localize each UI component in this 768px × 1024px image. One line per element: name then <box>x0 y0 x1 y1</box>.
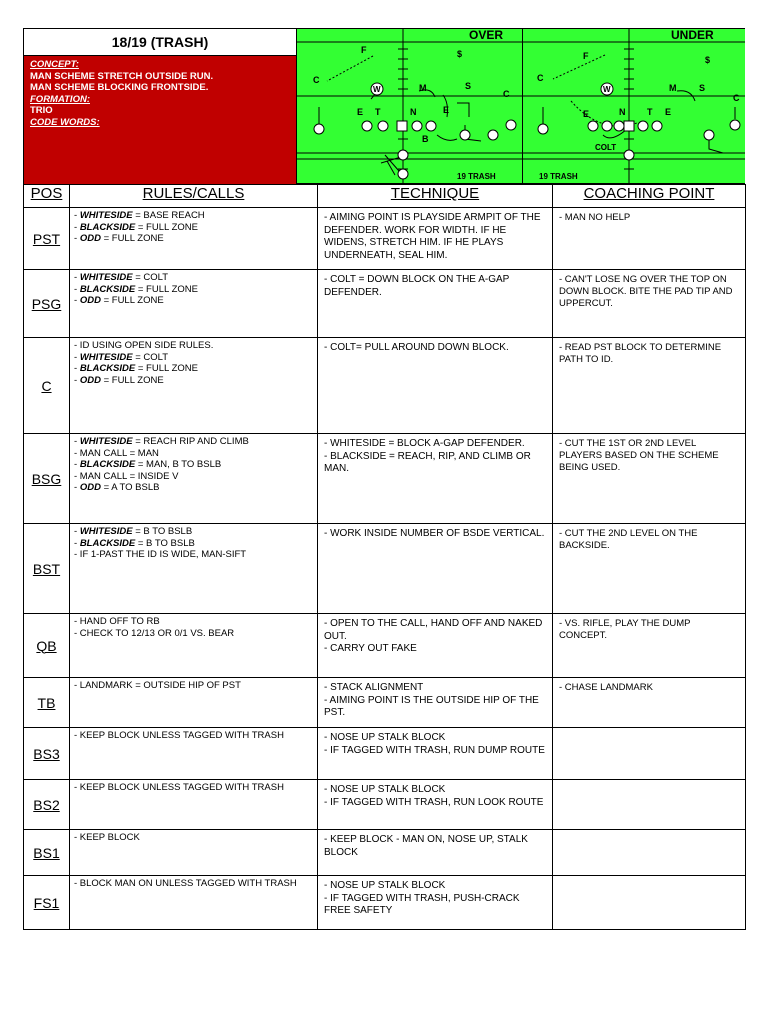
coaching-cell <box>553 338 746 434</box>
rules-cell <box>70 270 318 338</box>
rule-line: - BLACKSIDE = FULL ZONE <box>74 363 198 374</box>
rule-line: - KEEP BLOCK UNLESS TAGGED WITH TRASH <box>74 730 284 741</box>
rule-line: - CHECK TO 12/13 OR 0/1 VS. BEAR <box>74 627 235 639</box>
rule-line: - ODD = FULL ZONE <box>74 233 164 244</box>
technique-line: - BLACKSIDE = REACH, RIP, AND CLIMB OR MAN. <box>324 450 531 474</box>
rule-line: - IF 1-PAST THE ID IS WIDE, MAN-SIFT <box>74 549 247 560</box>
technique-line: - STACK ALIGNMENT <box>324 682 424 693</box>
table-row <box>24 434 746 524</box>
rules-cell <box>70 338 318 434</box>
diagram-label: T <box>647 107 653 117</box>
rules-cell <box>70 208 318 270</box>
diagram-label: COLT <box>595 143 617 152</box>
rule-line: - BLACKSIDE = FULL ZONE <box>74 221 198 233</box>
position-cell: BS2 <box>24 780 70 830</box>
rule-keyword: BLACKSIDE <box>79 537 136 549</box>
coaching-line: - CUT THE 1ST OR 2ND LEVEL PLAYERS BASED ON THE SCHEME BEING USED. <box>559 438 719 473</box>
diagram-label: E <box>583 109 590 119</box>
rules-cell <box>70 876 318 930</box>
table-row <box>24 830 746 876</box>
rules-cell <box>70 678 318 728</box>
diagram-label: N <box>619 107 626 117</box>
concept-label: CONCEPT: <box>30 59 79 70</box>
table-header-row <box>24 185 746 208</box>
coaching-cell <box>553 830 746 876</box>
technique-line: - NOSE UP STALK BLOCK <box>324 880 446 891</box>
diagram-under-play: 19 TRASH <box>539 172 578 181</box>
technique-line: - NOSE UP STALK BLOCK <box>324 732 446 743</box>
rule-line: - WHITESIDE = BASE REACH <box>74 210 205 221</box>
rule-line: - KEEP BLOCK UNLESS TAGGED WITH TRASH <box>74 782 284 793</box>
diagram-label: $ <box>705 55 711 65</box>
rule-keyword: BLACKSIDE <box>79 459 136 470</box>
technique-line: - WHITESIDE = BLOCK A-GAP DEFENDER. <box>324 438 525 449</box>
coaching-cell <box>553 614 746 678</box>
rule-line: - BLACKSIDE = FULL ZONE <box>74 283 198 295</box>
rule-keyword: WHITESIDE <box>79 526 133 537</box>
rule-keyword: WHITESIDE <box>79 210 133 221</box>
rule-line: - ID USING OPEN SIDE RULES. <box>74 340 214 351</box>
diagram-label: C <box>733 93 740 103</box>
rule-keyword: WHITESIDE <box>79 351 133 363</box>
diagram-over <box>296 29 523 183</box>
coaching-line: - CUT THE 2ND LEVEL ON THE BACKSIDE. <box>559 528 698 551</box>
formation-value: TRIO <box>30 105 53 116</box>
technique-line: - IF TAGGED WITH TRASH, RUN LOOK ROUTE <box>324 796 544 808</box>
diagram-label: $ <box>457 49 463 59</box>
rules-cell <box>70 780 318 830</box>
table-row <box>24 338 746 434</box>
coaching-cell <box>553 208 746 270</box>
technique-cell <box>318 728 553 780</box>
rule-line: - ODD = A TO BSLB <box>74 482 160 493</box>
rule-keyword: BLACKSIDE <box>79 221 136 233</box>
rule-line: - WHITESIDE = B TO BSLB <box>74 526 193 537</box>
rule-line: - LANDMARK = OUTSIDE HIP OF PST <box>74 680 241 691</box>
play-title: 18/19 (TRASH) <box>24 29 296 56</box>
technique-cell <box>318 434 553 524</box>
rule-keyword: BLACKSIDE <box>79 363 136 374</box>
diagram-label: C <box>313 75 320 85</box>
technique-line: - KEEP BLOCK - MAN ON, NOSE UP, STALK BLOCK <box>324 834 528 858</box>
formation-label: FORMATION: <box>30 93 90 105</box>
rule-line: - ODD = FULL ZONE <box>74 295 164 306</box>
diagram-under-title: UNDER <box>671 29 714 42</box>
diagram-label: E <box>357 107 364 117</box>
col-header-technique: TECHNIQUE <box>318 185 553 208</box>
diagram-label: S <box>465 81 472 91</box>
coaching-cell <box>553 780 746 830</box>
coaching-line: - MAN NO HELP <box>559 212 631 223</box>
diagram-label: F <box>583 51 589 61</box>
rule-line: - BLACKSIDE = B TO BSLB <box>74 537 195 549</box>
diagram-label: T <box>375 107 381 117</box>
coaching-line: - CAN'T LOSE NG OVER THE TOP ON DOWN BLOCK. BITE THE PAD TIP AND UPPERCUT. <box>559 274 733 309</box>
coaching-cell <box>553 524 746 614</box>
rules-cell <box>70 434 318 524</box>
technique-line: - NOSE UP STALK BLOCK <box>324 784 446 795</box>
technique-line: - COLT = DOWN BLOCK ON THE A-GAP DEFENDER. <box>324 274 510 298</box>
position-cell: PST <box>24 208 70 270</box>
rule-keyword: ODD <box>79 233 101 244</box>
technique-cell <box>318 338 553 434</box>
technique-line: - CARRY OUT FAKE <box>324 643 417 654</box>
rule-line: - MAN CALL = MAN <box>74 447 159 459</box>
table-row <box>24 614 746 678</box>
technique-cell <box>318 876 553 930</box>
position-cell: QB <box>24 614 70 678</box>
coaching-cell <box>553 678 746 728</box>
concept-line: MAN SCHEME BLOCKING FRONTSIDE. <box>30 82 209 93</box>
technique-line: - COLT= PULL AROUND DOWN BLOCK. <box>324 342 509 353</box>
rule-line: - ODD = FULL ZONE <box>74 374 164 386</box>
concept-line: MAN SCHEME STRETCH OUTSIDE RUN. <box>30 70 214 82</box>
table-row <box>24 728 746 780</box>
sheet-header <box>23 28 745 184</box>
position-cell: BS3 <box>24 728 70 780</box>
rule-keyword: ODD <box>79 295 101 306</box>
diagram-over-play: 19 TRASH <box>457 172 496 181</box>
technique-cell <box>318 270 553 338</box>
concept-box <box>24 56 296 184</box>
diagram-over-title: OVER <box>469 29 504 42</box>
diagram-label: W <box>603 85 611 94</box>
position-cell: BSG <box>24 434 70 524</box>
col-header-pos: POS <box>24 185 70 208</box>
rule-line: - WHITESIDE = COLT <box>74 272 169 283</box>
position-cell: TB <box>24 678 70 728</box>
col-header-rules: RULES/CALLS <box>70 185 318 208</box>
rules-cell <box>70 614 318 678</box>
position-cell: BS1 <box>24 830 70 876</box>
table-row <box>24 270 746 338</box>
technique-line: - AIMING POINT IS PLAYSIDE ARMPIT OF THE DEFENDER. WORK FOR WIDTH. IF HE WIDENS, STRETCH HIM. IF HE PLAYS UNDERNEATH, SEAL HIM. <box>324 212 541 261</box>
position-cell: FS1 <box>24 876 70 930</box>
coaching-cell <box>553 876 746 930</box>
rule-line: - HAND OFF TO RB <box>74 616 160 627</box>
table-row <box>24 780 746 830</box>
technique-line: - WORK INSIDE NUMBER OF BSDE VERTICAL. <box>324 528 545 539</box>
coaching-cell <box>553 270 746 338</box>
diagram-label: M <box>669 83 677 93</box>
position-cell: PSG <box>24 270 70 338</box>
table-row <box>24 208 746 270</box>
technique-cell <box>318 780 553 830</box>
rule-keyword: ODD <box>79 374 101 386</box>
table-row <box>24 524 746 614</box>
diagram-label: S <box>699 83 706 93</box>
diagram-under <box>522 29 745 183</box>
rule-keyword: ODD <box>79 482 101 493</box>
rules-cell <box>70 830 318 876</box>
rule-line: - MAN CALL = INSIDE V <box>74 470 179 482</box>
technique-line: - IF TAGGED WITH TRASH, RUN DUMP ROUTE <box>324 744 545 756</box>
technique-line: - AIMING POINT IS THE OUTSIDE HIP OF THE PST. <box>324 694 539 718</box>
coaching-line: - READ PST BLOCK TO DETERMINE PATH TO ID. <box>559 342 722 365</box>
technique-cell <box>318 830 553 876</box>
rule-keyword: BLACKSIDE <box>79 283 136 295</box>
position-cell: BST <box>24 524 70 614</box>
coaching-line: - CHASE LANDMARK <box>559 682 653 693</box>
rules-cell <box>70 524 318 614</box>
assignment-table <box>23 184 746 930</box>
technique-cell <box>318 614 553 678</box>
diagram-label: M <box>419 83 427 93</box>
diagram-label: C <box>503 89 510 99</box>
rules-cell <box>70 728 318 780</box>
table-row <box>24 876 746 930</box>
diagram-label: F <box>361 45 367 55</box>
diagram-label: W <box>373 85 381 94</box>
rule-line: - WHITESIDE = REACH RIP AND CLIMB <box>74 436 249 447</box>
technique-cell <box>318 524 553 614</box>
rule-keyword: WHITESIDE <box>79 436 133 447</box>
technique-line: - OPEN TO THE CALL, HAND OFF AND NAKED OUT. <box>324 618 543 642</box>
coaching-cell <box>553 434 746 524</box>
rule-line: - BLACKSIDE = MAN, B TO BSLB <box>74 459 222 470</box>
diagram-label: N <box>410 107 417 117</box>
position-cell: C <box>24 338 70 434</box>
col-header-coaching: COACHING POINT <box>553 185 746 208</box>
diagram-label: C <box>537 73 544 83</box>
rule-line: - BLOCK MAN ON UNLESS TAGGED WITH TRASH <box>74 878 297 889</box>
coaching-cell <box>553 728 746 780</box>
rule-line: - WHITESIDE = COLT <box>74 351 169 363</box>
diagram-label: E <box>443 105 450 115</box>
table-row <box>24 678 746 728</box>
technique-cell <box>318 208 553 270</box>
rule-keyword: WHITESIDE <box>79 272 133 283</box>
diagram-label: B <box>422 134 429 144</box>
coaching-line: - VS. RIFLE, PLAY THE DUMP CONCEPT. <box>559 618 691 641</box>
install-sheet <box>23 28 745 930</box>
codewords-label: CODE WORDS: <box>30 116 100 128</box>
rule-line: - KEEP BLOCK <box>74 832 140 843</box>
header-info <box>24 29 296 183</box>
technique-cell <box>318 678 553 728</box>
technique-line: - IF TAGGED WITH TRASH, PUSH-CRACK FREE SAFETY <box>324 892 520 916</box>
diagram-label: E <box>665 107 672 117</box>
